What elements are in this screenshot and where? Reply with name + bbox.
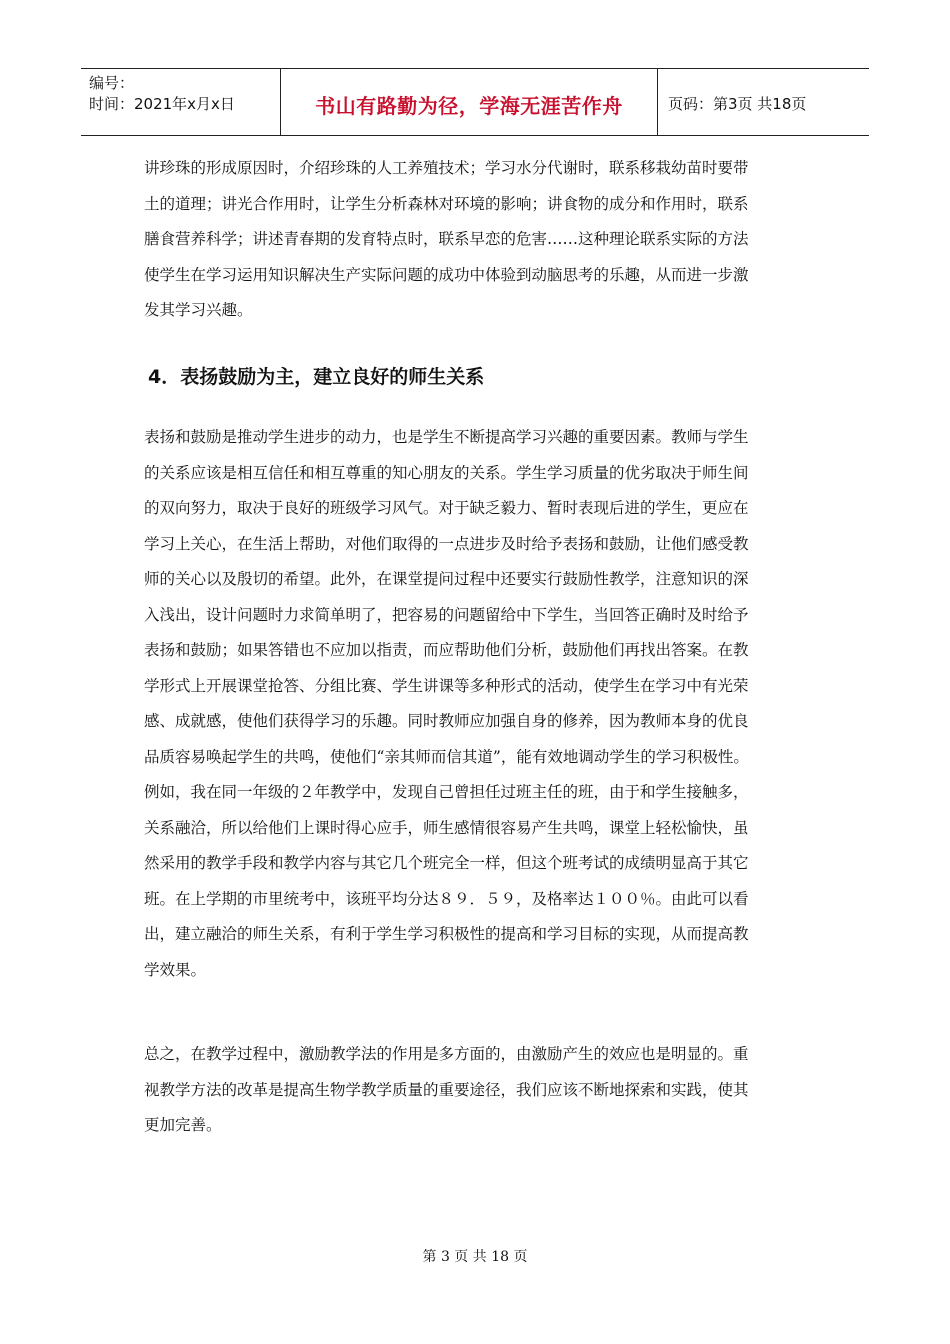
paragraph-line: 出，建立融洽的师生关系，有利于学生学习积极性的提高和学习目标的实现，从而提高教 <box>144 925 749 943</box>
paragraph-line: 例如，我在同一年级的２年教学中，发现自己曾担任过班主任的班，由于和学生接触多， <box>144 783 749 801</box>
paragraph-line: 视教学方法的改革是提高生物学教学质量的重要途径，我们应该不断地探索和实践，使其 <box>144 1080 749 1099</box>
paragraph-line: 班。在上学期的市里统考中，该班平均分达８９．５９，及格率达１００％。由此可以看 <box>144 889 749 908</box>
paragraph-line: 师的关心以及殷切的希望。此外，在课堂提问过程中还要实行鼓励性教学，注意知识的深 <box>144 570 749 588</box>
paragraph-line: 学效果。 <box>144 960 207 979</box>
paragraph-line: 学习上关心，在生活上帮助，对他们取得的一点进步及时给予表扬和鼓励，让他们感受教 <box>144 534 749 553</box>
paragraph-line: 感、成就感，使他们获得学习的乐趣。同时教师应加强自身的修养，因为教师本身的优良 <box>144 712 749 730</box>
paragraph-line: 膳食营养科学；讲述青春期的发育特点时，联系早恋的危害……这种理论联系实际的方法 <box>144 230 749 248</box>
header-page-info: 页码：第3页 共18页 <box>668 94 807 113</box>
paragraph-line: 发其学习兴趣。 <box>144 301 253 319</box>
paragraph-line: 土的道理；讲光合作用时，让学生分析森林对环境的影响；讲食物的成分和作用时，联系 <box>144 194 749 213</box>
paragraph-1 <box>144 151 804 329</box>
page-footer: 第 3 页 共 18 页 <box>422 1249 528 1265</box>
paragraph-line: 学形式上开展课堂抢答、分组比赛、学生讲课等多种形式的活动，使学生在学习中有光荣 <box>144 676 749 695</box>
paragraph-line: 表扬和鼓励；如果答错也不应加以指责，而应帮助他们分析，鼓励他们再找出答案。在教 <box>144 641 749 659</box>
header-meta-cell <box>81 69 281 135</box>
paragraph-line: 品质容易唤起学生的共鸣，使他们“亲其师而信其道”，能有效地调动学生的学习积极性。 <box>144 747 749 766</box>
paragraph-line: 讲珍珠的形成原因时，介绍珍珠的人工养殖技术；学习水分代谢时，联系移栽幼苗时要带 <box>144 159 749 177</box>
time-label: 时间：2021年x月x日 <box>89 95 235 113</box>
paragraph-line: 入浅出，设计问题时力求简单明了，把容易的问题留给中下学生，当回答正确时及时给予 <box>144 605 749 624</box>
paragraph-line: 总之，在教学过程中，激励教学法的作用是多方面的，由激励产生的效应也是明显的。重 <box>144 1045 749 1063</box>
paragraph-3 <box>144 1037 804 1144</box>
paragraph-line: 更加完善。 <box>144 1116 222 1134</box>
document-header <box>81 68 869 136</box>
paragraph-line: 使学生在学习运用知识解决生产实际问题的成功中体验到动脑思考的乐趣，从而进一步激 <box>144 265 749 284</box>
paragraph-line: 的双向努力，取决于良好的班级学习风气。对于缺乏毅力、暂时表现后进的学生，更应在 <box>144 499 749 517</box>
paragraph-2 <box>144 420 804 988</box>
header-motto: 书山有路勤为径，学海无涯苦作舟 <box>281 69 658 135</box>
number-label: 编号： <box>89 74 135 92</box>
paragraph-line: 表扬和鼓励是推动学生进步的动力，也是学生不断提高学习兴趣的重要因素。教师与学生 <box>144 428 749 446</box>
paragraph-line: 的关系应该是相互信任和相互尊重的知心朋友的关系。学生学习质量的优劣取决于师生间 <box>144 463 749 482</box>
section-heading: 4．表扬鼓励为主，建立良好的师生关系 <box>148 366 485 388</box>
paragraph-line: 然采用的教学手段和教学内容与其它几个班完全一样，但这个班考试的成绩明显高于其它 <box>144 854 749 872</box>
paragraph-line: 关系融洽，所以给他们上课时得心应手，师生感情很容易产生共鸣，课堂上轻松愉快，虽 <box>144 818 749 837</box>
